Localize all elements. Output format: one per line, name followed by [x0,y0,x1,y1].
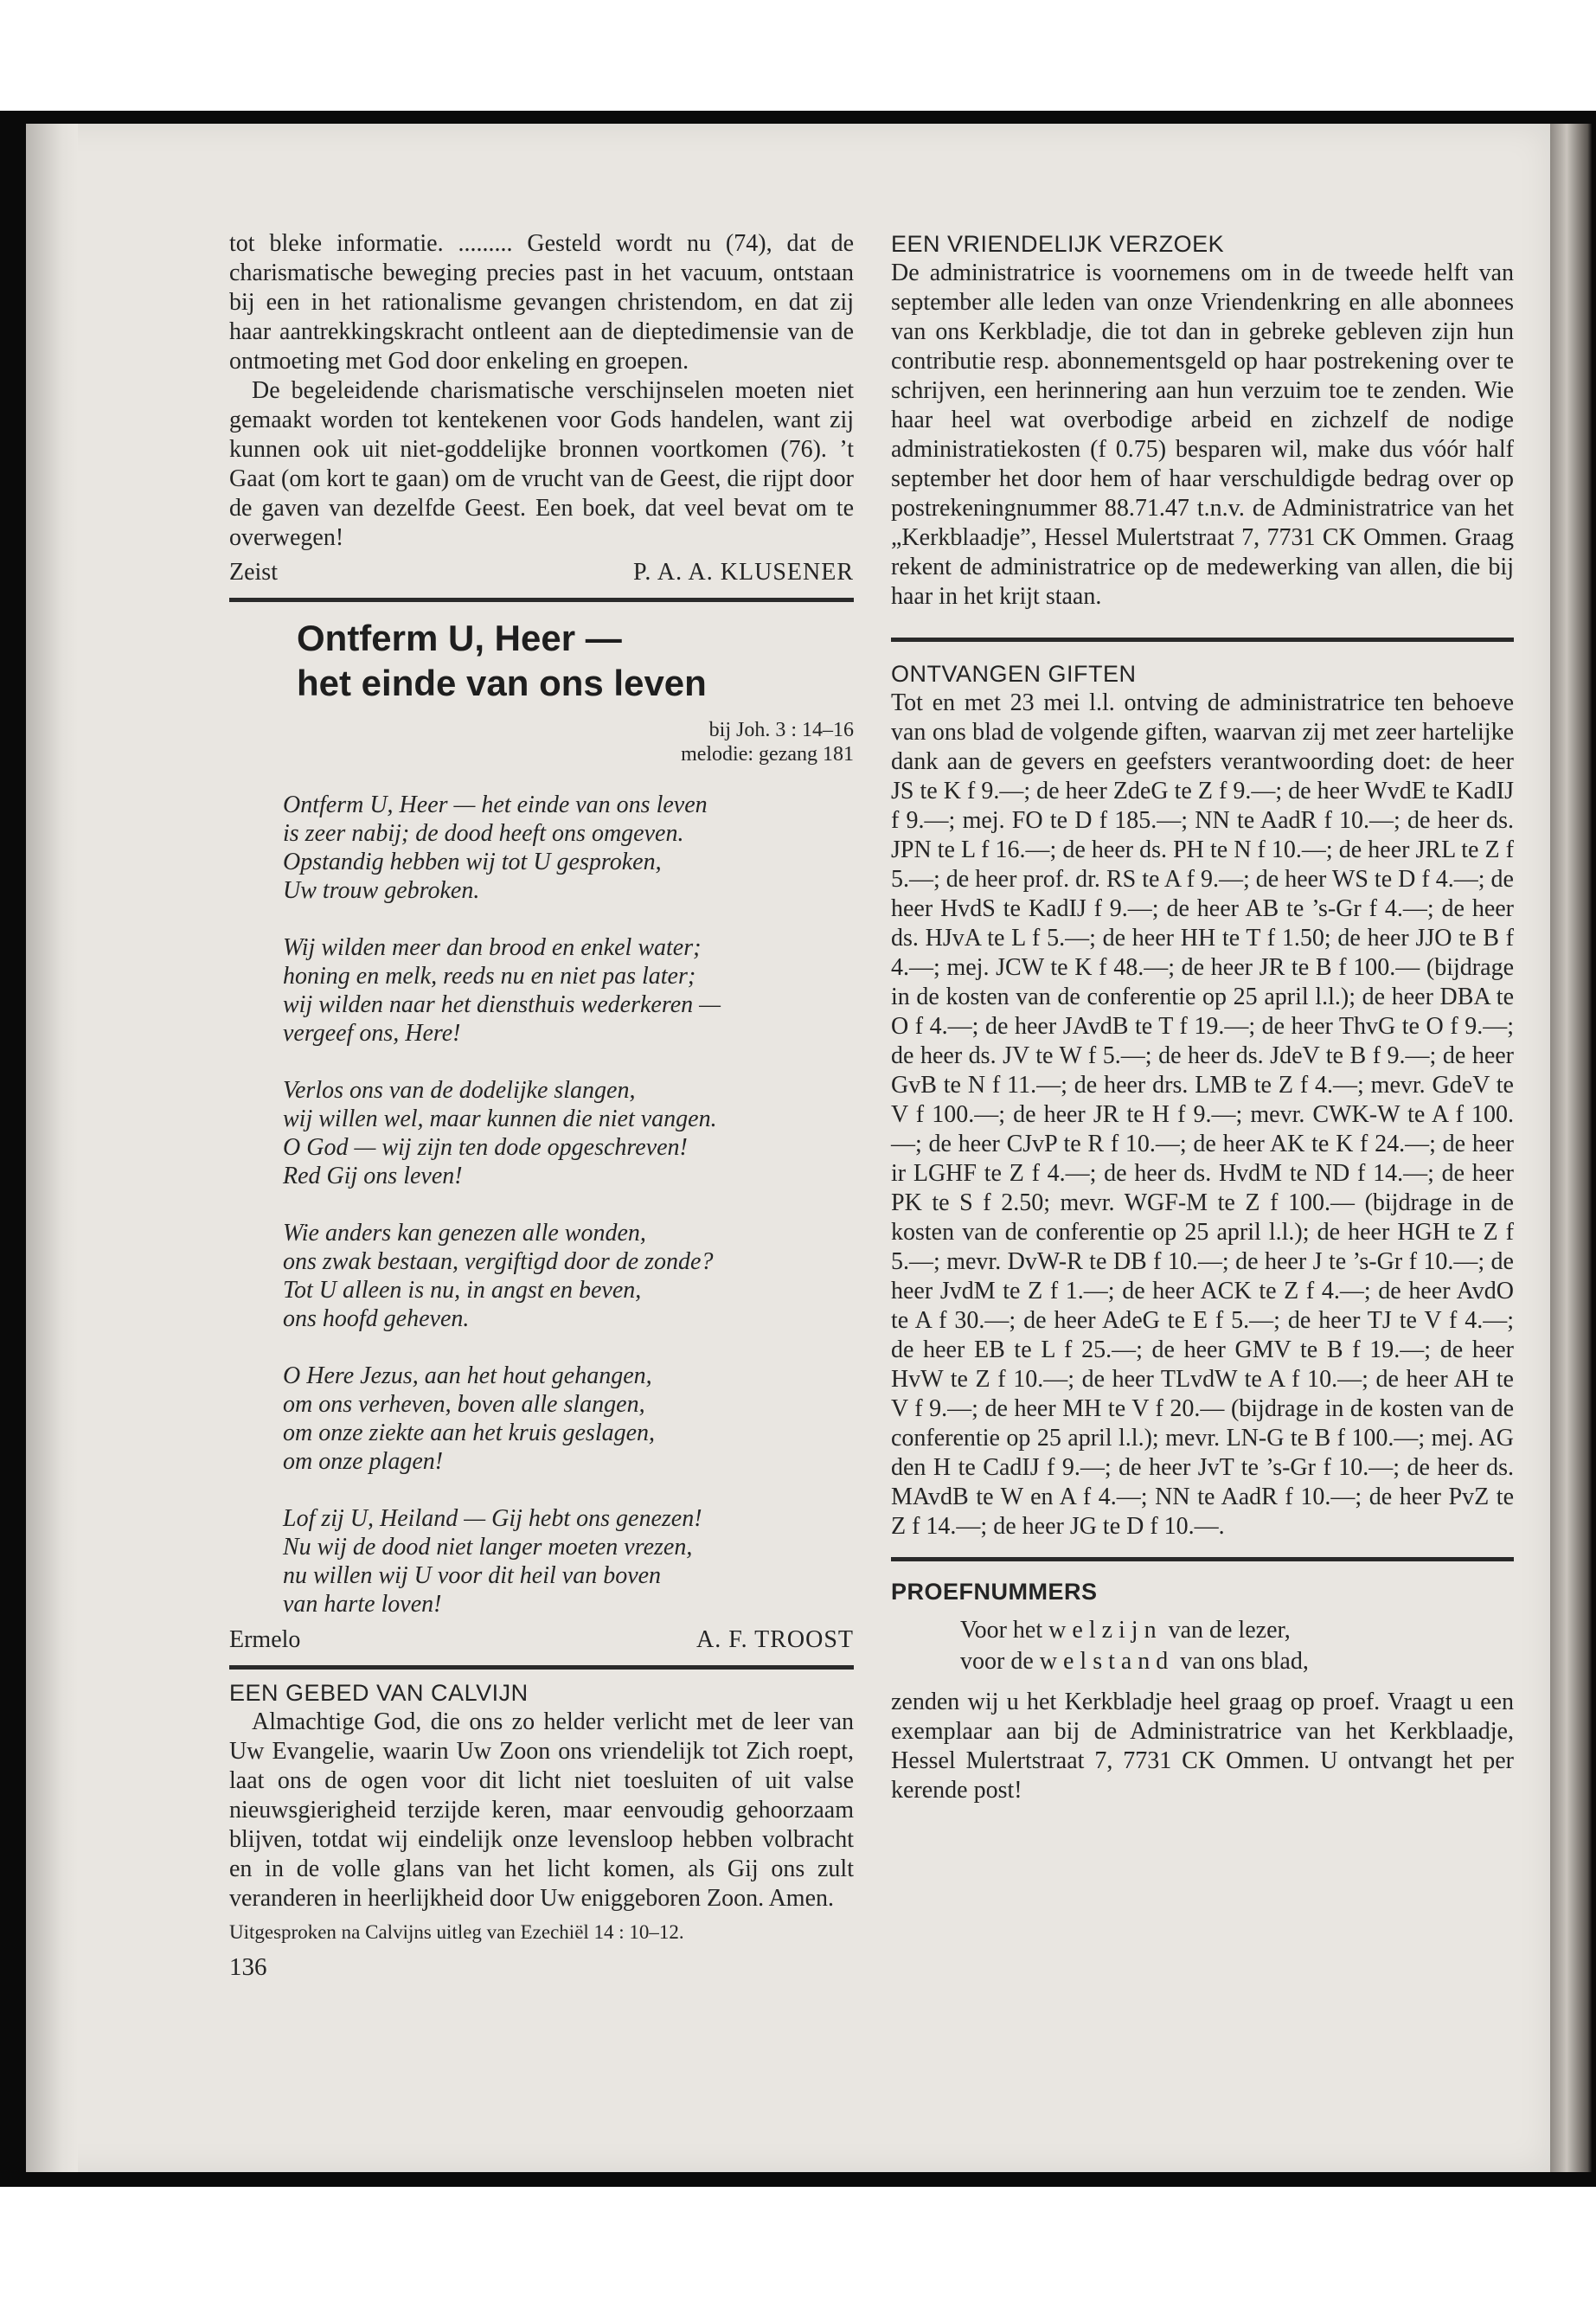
request-text: De administratrice is voornemens om in de tweede helft van september alle leden van onze Vriendenkring en alle abonnees van ons Kerkbladje, die tot dan in gebreke gebleven zijn hun contributie resp. abonnementsgeld op haar postrekening over te schrijven, een herinnering aan hun verzuim toe te zenden. Wie haar heel wat overbodige arbeid en zichzelf de nodige administratiekosten (f 0.75) besparen wil, make dus vóór half september het door hem of haar verschuldigde bedrag over op postrekeningnummer 88.71.47 t.n.v. de Administratrice van het „Kerkblaadje”, Hessel Mulertstraat 7, 7731 CK Ommen. Graag rekent de administratrice op de medewerking van allen, die bij haar in het krijt staan. [891,260,1514,610]
section-divider [229,598,854,602]
poem-line: Wie anders kan genezen alle wonden, [283,1220,646,1247]
poem-line: Verlos ons van de dodelijke slangen, [283,1077,636,1104]
poem-line: van harte loven! [283,1591,442,1618]
page-edge [1550,124,1592,2172]
poem-author: A. F. TROOST [696,1626,854,1653]
poem-stanza [283,1362,854,1476]
poem-line: om onze ziekte aan het kruis geslagen, [283,1420,656,1446]
poem-line: ons zwak bestaan, vergiftigd door de zonde? [283,1248,714,1275]
gifts-text: Tot en met 23 mei l.l. ontving de administratrice ten behoeve van ons blad de volgende giften, waarvan zij met zeer hartelijke dank aan de gevers en geefsters verantwoording doet: de heer JS te K f 9.—; de heer ZdeG te Z f 9.—; de heer WvdE te KadIJ f 9.—; mej. FO te D f 185.—; NN te AadR f 10.—; de heer ds. JPN te L f 16.—; de heer ds. PH te N f 10.—; de heer JRL te Z f 5.—; de heer prof. dr. RS te A f 9.—; de heer WS te D f 4.—; de heer HvdS te KadIJ f 9.—; de heer AB te ’s-Gr f 4.—; de heer ds. HJvA te L f 5.—; de heer HH te T f 1.50; de heer JJO te B f 4.—; mej. JCW te K f 48.—; de heer JR te B f 100.— (bijdrage in de kosten van de conferentie op 25 april l.l.); de heer DBA te O f 4.—; de heer JAvdB te T f 19.—; de heer ThvG te O f 9.—; de heer ds. JV te W f 5.—; de heer ds. JdeV te B f 9.—; de heer GvB te N f 11.—; de heer drs. LMB te Z f 4.—; mevr. GdeV te V f 100.—; de heer JR te H f 9.—; mevr. CWK-W te A f 100.—; de heer CJvP te R f 10.—; de heer AK te K f 24.—; de heer ir LGHF te Z f 4.—; de heer ds. HvdM te ND f 14.—; de heer PK te S f 2.50; mevr. WGF-M te Z f 100.— (bijdrage in de kosten van de conferentie op 25 april l.l.); de heer HGH te Z f 5.—; mevr. DvW-R te DB f 10.—; de heer J te ’s-Gr f 10.—; de heer JvdM te Z f 1.—; de heer ACK te Z f 4.—; de heer AvdO te A f 30.—; de heer AdeG te E f 5.—; de heer TJ te V f 4.—; de heer EB te L f 25.—; de heer GMV te B f 19.—; de heer HvW te Z f 10.—; de heer TLvdW te A f 10.—; de heer AH te V f 9.—; de heer MH te V f 20.— (bijdrage in de kosten van de conferentie op 25 april l.l.); mevr. LN-G te B f 100.—; mej. AG den H te CadIJ f 9.—; de heer JvT te ’s-Gr f 10.—; de heer ds. MAvdB te W en A f 4.—; NN te AadR f 10.—; de heer PvZ te Z f 14.—; de heer JG te D f 10.—. [891,689,1514,1540]
poem-line: Uw trouw gebroken. [283,877,480,904]
review-author: P. A. A. KLUSENER [632,559,854,586]
poem-line: Lof zij U, Heiland — Gij hebt ons genezen! [283,1505,702,1532]
poem-stanza [283,1504,854,1618]
review-signature [229,558,854,587]
poem-line: om ons verheven, boven alle slangen, [283,1391,645,1418]
poem-line: honing en melk, reeds nu en niet pas later; [283,963,696,990]
poem-melody: melodie: gezang 181 [681,743,854,766]
poem-line: Tot U alleen is nu, in angst en beven, [283,1277,642,1304]
poem-stanza [283,1219,854,1333]
poem-title-line-2: het einde van ons leven [297,663,707,703]
prayer-source: Uitgesproken na Calvijns uitleg van Ezechiël 14 : 10–12. [229,1921,684,1943]
review-paragraph-2: De begeleidende charismatische verschijnselen moeten niet gemaakt worden tot kentekenen voor Gods handelen, want zij kunnen ook uit niet-goddelijke bronnen voortkomen (76). ’t Gaat (om kort te gaan) om de vrucht van de Geest, die rijpt door de gaven van dezelfde Geest. Een boek, dat veel bevat om te overwegen! [229,377,854,551]
motto-line-2: voor de welstand van ons blad, [960,1648,1309,1675]
poem-line: Nu wij de dood niet langer moeten vrezen, [283,1534,693,1561]
poem-line: vergeef ons, Here! [283,1020,461,1047]
motto-line-1: Voor het welzijn van de lezer, [960,1617,1291,1644]
samples-motto [960,1615,1514,1677]
poem-line: O Here Jezus, aan het hout gehangen, [283,1362,652,1389]
poem-line: wij wilden naar het diensthuis wederkeren — [283,991,721,1018]
poem-line: Red Gij ons leven! [283,1163,463,1189]
review-place: Zeist [229,559,278,586]
samples-heading: PROEFNUMMERS [891,1579,1098,1605]
left-column [229,229,854,1983]
prayer-text: Almachtige God, die ons zo helder verlicht met de leer van Uw Evangelie, waarin Uw Zoon ons vriendelijk tot Zich roept, laat ons de ogen voor dit licht niet toesluiten of uit valse nieuwsgierigheid terzijde keren, maar eenvoudig gehoorzaam blijven, totdat wij eindelijk onze levensloop hebben volbracht en in de volle glans van het licht komen, als Gij ons zult veranderen in heerlijkheid door Uw eniggeboren Zoon. Amen. [229,1708,854,1912]
right-column [891,229,1514,1805]
section-divider [891,638,1514,642]
poem-line: ons hoofd geheven. [283,1305,470,1332]
poem-line: Opstandig hebben wij tot U gesproken, [283,849,662,875]
gifts-heading: ONTVANGEN GIFTEN [891,661,1137,687]
poem-stanza [283,791,854,905]
request-heading: EEN VRIENDELIJK VERZOEK [891,231,1225,257]
poem-line: O God — wij zijn ten dode opgeschreven! [283,1134,688,1161]
poem-line: Ontferm U, Heer — het einde van ons leven [283,792,708,818]
prayer-heading: EEN GEBED VAN CALVIJN [229,1680,529,1706]
section-divider [229,1665,854,1670]
section-divider [891,1557,1514,1561]
poem-line: Wij wilden meer dan brood en enkel water; [283,934,702,961]
poem-line: nu willen wij U voor dit heil van boven [283,1562,662,1589]
poem-title [297,616,854,706]
poem-meta [229,718,854,766]
page-number: 136 [229,1953,267,1981]
poem-stanza [283,1076,854,1190]
samples-text: zenden wij u het Kerkbladje heel graag op proef. Vraagt u een exemplaar aan bij de Administratrice van het Kerkblaadje, Hessel Mulertstraat 7, 7731 CK Ommen. U ontvangt het per kerende post! [891,1689,1514,1804]
poem-place: Ermelo [229,1626,301,1653]
review-paragraph-1: tot bleke informatie. ......... Gesteld wordt nu (74), dat de charismatische beweging precies past in het vacuum, ontstaan bij een in het rationalisme gevangen christendom, en dat zij haar aantrekkingskracht ontleent aan de dieptedimensie van de ontmoeting met God door enkeling en groepen. [229,230,854,375]
poem-line: is zeer nabij; de dood heeft ons omgeven. [283,820,684,847]
page-gutter-shadow [26,124,78,2172]
poem-line: wij willen wel, maar kunnen die niet vangen. [283,1106,717,1132]
poem-signature [229,1625,854,1655]
poem-reference: bij Joh. 3 : 14–16 [708,719,854,741]
poem-body [283,791,854,1618]
poem-stanza [283,933,854,1048]
poem-title-line-1: Ontferm U, Heer — [297,618,622,658]
poem-line: om onze plagen! [283,1448,444,1475]
